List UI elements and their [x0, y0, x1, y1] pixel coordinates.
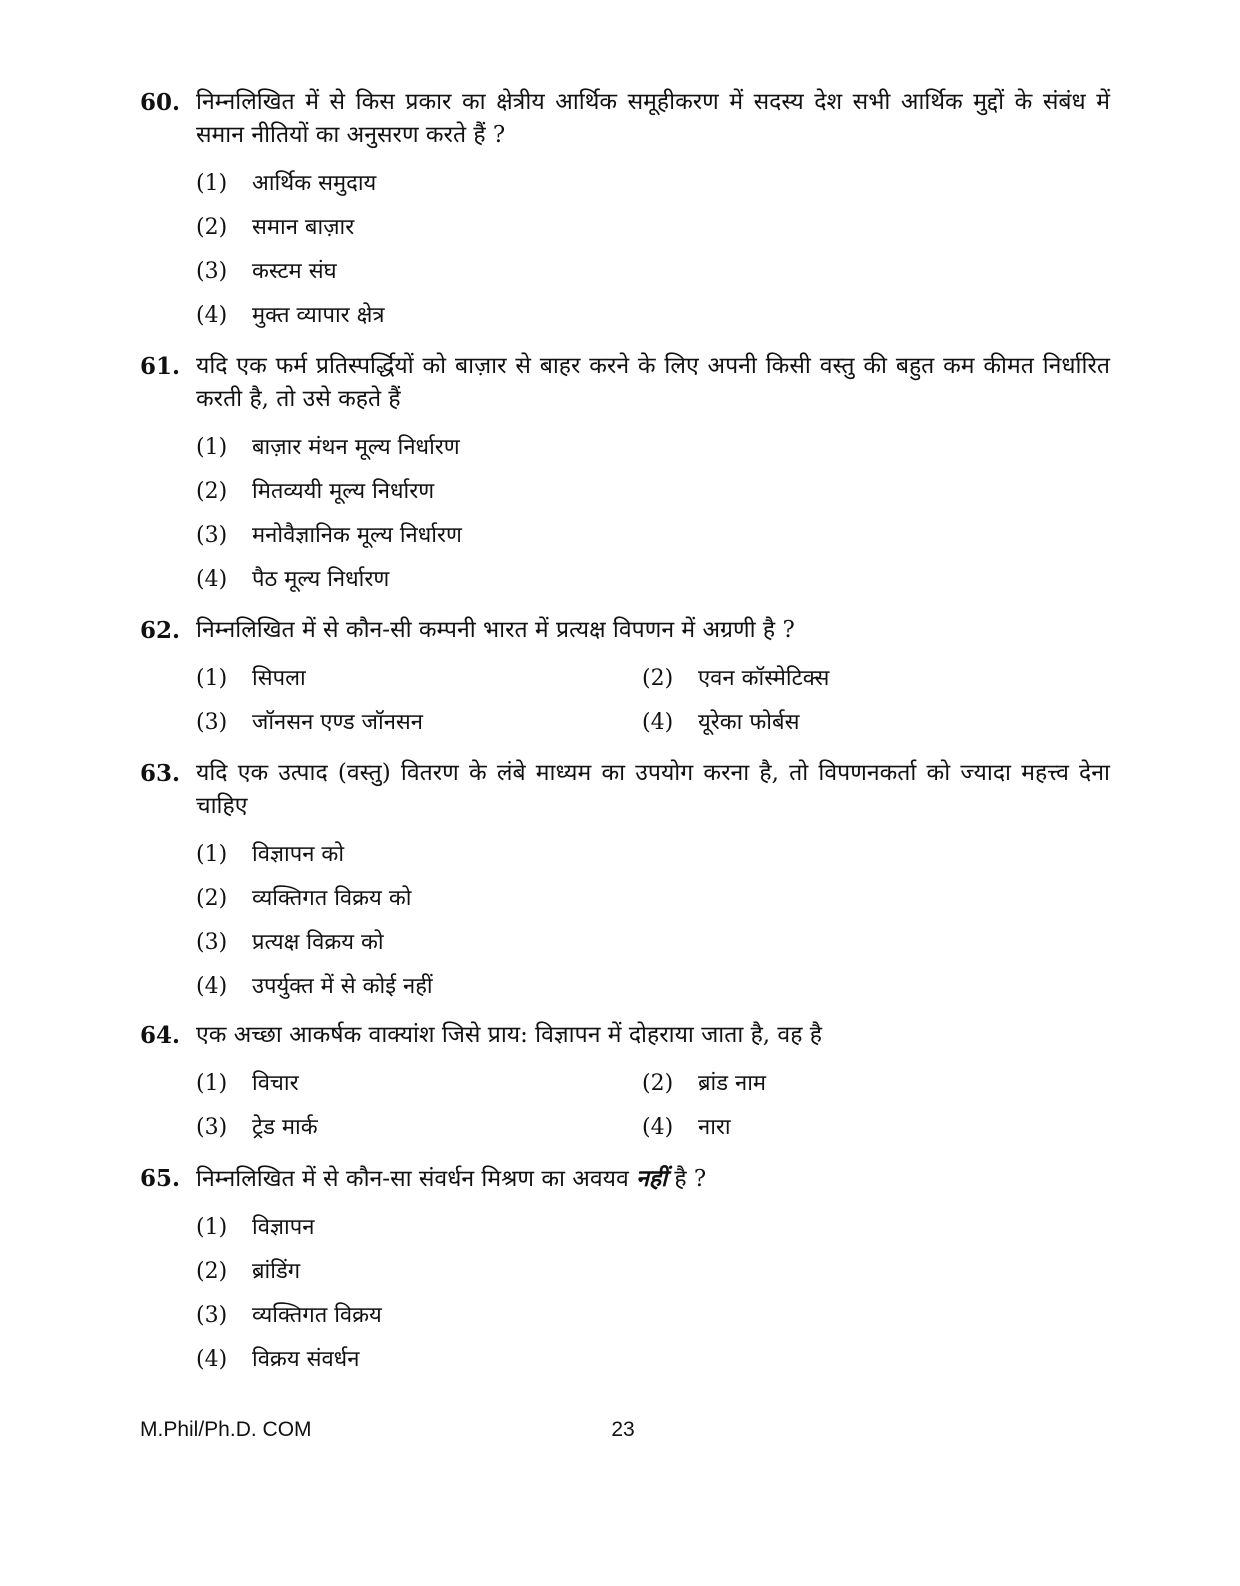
- option-number: (4): [642, 710, 674, 735]
- question-text: यदि एक फर्म प्रतिस्पर्द्धियों को बाज़ार से बाहर करने के लिए अपनी किसी वस्तु की बहुत कम कीमत निर्धारित करती है, तो उसे कहते हैं: [196, 353, 1110, 412]
- option-text: आर्थिक समुदाय: [252, 171, 377, 196]
- option-1: [196, 657, 642, 701]
- question-65: [140, 1162, 1110, 1382]
- options-list: [196, 162, 1110, 338]
- question-text-start: निम्नलिखित में से कौन-सा संवर्धन मिश्रण का अवयव: [196, 1166, 629, 1192]
- question-61: [140, 350, 1110, 602]
- question-number: 61.: [140, 353, 181, 380]
- option-4: [196, 294, 1110, 338]
- option-text: ब्रांडिंग: [252, 1259, 301, 1284]
- question-number: 60.: [140, 89, 181, 116]
- option-text: जॉनसन एण्ड जॉनसन: [252, 710, 424, 735]
- question-text: एक अच्छा आकर्षक वाक्यांश जिसे प्राय: विज्ञापन में दोहराया जाता है, वह है: [196, 1022, 822, 1048]
- option-text: मनोवैज्ञानिक मूल्य निर्धारण: [252, 523, 462, 548]
- option-number: (4): [196, 974, 228, 999]
- option-number: (4): [196, 303, 228, 328]
- option-text: ब्रांड नाम: [698, 1071, 767, 1096]
- options-grid: [196, 1062, 1110, 1150]
- option-text: समान बाज़ार: [252, 215, 355, 240]
- option-number: (3): [196, 1115, 228, 1140]
- option-number: (2): [196, 886, 228, 911]
- option-4: [196, 1338, 1110, 1382]
- question-number: 64.: [140, 1022, 181, 1049]
- option-4: [196, 965, 1110, 1009]
- footer-course-label: M.Phil/Ph.D. COM: [140, 1418, 312, 1441]
- option-3: [196, 921, 1110, 965]
- options-list: [196, 426, 1110, 602]
- option-number: (3): [196, 259, 228, 284]
- option-number: (2): [196, 1259, 228, 1284]
- option-text: विचार: [252, 1071, 299, 1096]
- option-text: व्यक्तिगत विक्रय को: [252, 886, 412, 911]
- option-number: (3): [196, 930, 228, 955]
- option-2: [196, 470, 1110, 514]
- options-grid: [196, 657, 1110, 745]
- option-number: (2): [196, 479, 228, 504]
- option-number: (2): [196, 215, 228, 240]
- question-text: निम्नलिखित में से किस प्रकार का क्षेत्रीय आर्थिक समूहीकरण में सदस्य देश सभी आर्थिक मुद्दों के संबंध में समान नीतियों का अनुसरण करते हैं ?: [196, 89, 1110, 148]
- option-number: (1): [196, 666, 228, 691]
- options-list: [196, 1206, 1110, 1382]
- option-text: बाज़ार मंथन मूल्य निर्धारण: [252, 435, 460, 460]
- option-2: [642, 1062, 1088, 1106]
- option-number: (2): [642, 1071, 674, 1096]
- question-text-end: है ?: [674, 1166, 707, 1192]
- option-3: [196, 1294, 1110, 1338]
- option-number: (3): [196, 710, 228, 735]
- page-number: 23: [611, 1418, 635, 1441]
- question-text: निम्नलिखित में से कौन-सी कम्पनी भारत में प्रत्यक्ष विपणन में अग्रणी है ?: [196, 617, 795, 643]
- option-number: (3): [196, 1303, 228, 1328]
- option-number: (1): [196, 842, 228, 867]
- option-text: व्यक्तिगत विक्रय: [252, 1303, 382, 1328]
- option-2: [196, 1250, 1110, 1294]
- option-number: (4): [196, 567, 228, 592]
- question-64: [140, 1019, 1110, 1150]
- option-1: [196, 1206, 1110, 1250]
- options-list: [196, 833, 1110, 1009]
- question-number: 62.: [140, 617, 181, 644]
- option-number: (2): [642, 666, 674, 691]
- option-text: नारा: [698, 1115, 731, 1140]
- option-1: [196, 833, 1110, 877]
- option-text: ट्रेड मार्क: [252, 1115, 318, 1140]
- option-2: [196, 877, 1110, 921]
- option-text: उपर्युक्त में से कोई नहीं: [252, 974, 433, 999]
- option-text: एवन कॉस्मेटिक्स: [698, 666, 830, 691]
- option-number: (1): [196, 435, 228, 460]
- option-1: [196, 162, 1110, 206]
- option-3: [196, 1106, 642, 1150]
- option-text: यूरेका फोर्बस: [698, 710, 800, 735]
- option-text: विज्ञापन: [252, 1215, 315, 1240]
- option-number: (1): [196, 1215, 228, 1240]
- option-number: (1): [196, 171, 228, 196]
- option-text: विज्ञापन को: [252, 842, 345, 867]
- question-text: यदि एक उत्पाद (वस्तु) वितरण के लंबे माध्यम का उपयोग करना है, तो विपणनकर्ता को ज्यादा महत्त्व देना चाहिए: [196, 760, 1110, 819]
- option-text: विक्रय संवर्धन: [252, 1347, 360, 1372]
- option-text: कस्टम संघ: [252, 259, 337, 284]
- option-text: प्रत्यक्ष विक्रय को: [252, 930, 384, 955]
- question-number: 63.: [140, 760, 181, 787]
- option-text: मितव्ययी मूल्य निर्धारण: [252, 479, 435, 504]
- emphasis-text: नहीं: [636, 1165, 668, 1192]
- option-number: (4): [196, 1347, 228, 1372]
- question-63: [140, 757, 1110, 1009]
- option-text: सिपला: [252, 666, 306, 691]
- option-4: [196, 558, 1110, 602]
- option-3: [196, 514, 1110, 558]
- option-3: [196, 250, 1110, 294]
- option-text: मुक्त व्यापार क्षेत्र: [252, 303, 385, 328]
- option-number: (4): [642, 1115, 674, 1140]
- option-4: [642, 701, 1088, 745]
- option-1: [196, 1062, 642, 1106]
- question-text: [196, 1162, 1110, 1196]
- question-number: 65.: [140, 1165, 181, 1192]
- option-3: [196, 701, 642, 745]
- option-number: (3): [196, 523, 228, 548]
- option-2: [196, 206, 1110, 250]
- option-2: [642, 657, 1088, 701]
- question-62: [140, 614, 1110, 745]
- question-60: [140, 86, 1110, 338]
- option-number: (1): [196, 1071, 228, 1096]
- option-4: [642, 1106, 1088, 1150]
- option-1: [196, 426, 1110, 470]
- option-text: पैठ मूल्य निर्धारण: [252, 567, 390, 592]
